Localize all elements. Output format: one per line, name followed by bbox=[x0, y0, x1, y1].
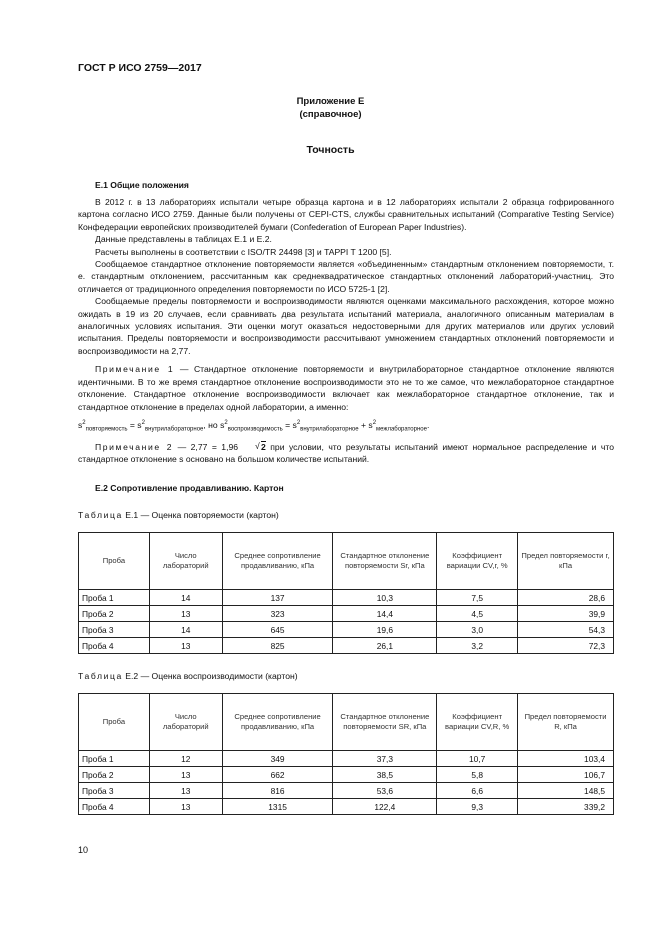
column-header: Стандартное отклонение повторяемости Sr, кПа bbox=[333, 533, 437, 590]
table-row: Проба 2 13 323 14,4 4,5 39,9 bbox=[79, 606, 614, 622]
table-2-caption: Таблица Е.2 — Оценка воспроизводимости (картон) bbox=[78, 671, 298, 681]
paragraph: Данные представлены в таблицах Е.1 и Е.2. bbox=[95, 234, 272, 245]
note-1 bbox=[78, 363, 614, 413]
table-row: Проба 1 14 137 10,3 7,5 28,6 bbox=[79, 590, 614, 606]
table-reproducibility bbox=[78, 693, 614, 815]
note-2-block bbox=[78, 441, 614, 466]
standard-code: ГОСТ Р ИСО 2759—2017 bbox=[78, 62, 202, 74]
note-label: Примечание 2 bbox=[95, 442, 174, 452]
table-row: Проба 4 13 1315 122,4 9,3 339,2 bbox=[79, 799, 614, 815]
paragraph: В 2012 г. в 13 лабораториях испытали четыре образца картона и в 12 лабораториях испытали 2 образца гофрированного картона согласно ИСО 2759. Данные были получены от CEPI-CTS, службы сравнительных испытаний (Comparative Testing Service) Конфедерации европейских производителей бумаги (Confederation of European Paper Industries). bbox=[78, 197, 614, 232]
page-number: 10 bbox=[78, 845, 89, 855]
annex-name: Приложение Е bbox=[296, 96, 365, 107]
column-header: Проба bbox=[79, 694, 150, 751]
column-header: Число лабораторий bbox=[149, 694, 222, 751]
subsection-heading-e1: Е.1 Общие положения bbox=[95, 180, 189, 190]
note-2: Примечание 2 — 2,77 = 1,96√ 2 при условии, что результаты испытаний имеют нормальное распределение и что стандартное отклонение s основано на большом количестве испытаний. bbox=[78, 441, 614, 466]
annex-type: (справочное) bbox=[299, 109, 362, 120]
sqrt-symbol: √ 2 bbox=[238, 441, 266, 453]
table-1-caption: Таблица Е.1 — Оценка повторяемости (картон) bbox=[78, 510, 279, 520]
table-row: Проба 3 13 816 53,6 6,6 148,5 bbox=[79, 783, 614, 799]
column-header: Предел повторяемости r, кПа bbox=[518, 533, 614, 590]
reproducibility-formula: $s^2_{повторяемость} = s^2_{внутрилабораторное}$, но $s^2_{воспроизводимость} = s^2_{внутрилабораторное} + s^2_{межлабораторное}$. bbox=[78, 420, 430, 433]
table-row: Проба 1 12 349 37,3 10,7 103,4 bbox=[79, 751, 614, 767]
column-header: Число лабораторий bbox=[149, 533, 222, 590]
paragraph: Сообщаемые пределы повторяемости и воспроизводимости являются оценками максимального расхождения, которое можно ожидать в 19 из 20 случаев, если сравнивать два результата испытаний материала, аналогичного описанным материалам в аналогичных условиях испытания. Эти оценки могут оказаться недостоверными для других материалов или других условий испытания. Пределы повторяемости и воспроизводимости рассчитывают умножением стандартных отклонений повторяемости и воспроизводимости на 2,77. bbox=[78, 296, 614, 356]
table-repeatability bbox=[78, 532, 614, 654]
column-header: Среднее сопротивление продавливанию, кПа bbox=[222, 533, 333, 590]
paragraph: Расчеты выполнены в соответствии с ISO/TR 24498 [3] и TAPPI T 1200 [5]. bbox=[95, 246, 392, 257]
note-label: Примечание 1 bbox=[95, 364, 175, 375]
paragraph: Сообщаемое стандартное отклонение повторяемости является «объединенным» стандартным отклонением повторяемости, т. е. стандартным отклонением, рассчитанным как среднеквадратическое стандартных отклонений лабораторий-участниц. Это отличается от традиционного определения повторяемости по ИСО 5725-1 [2]. bbox=[78, 259, 614, 294]
column-header: Предел повторяемости R, кПа bbox=[518, 694, 614, 751]
table-row: Проба 4 13 825 26,1 3,2 72,3 bbox=[79, 638, 614, 654]
column-header: Коэффициент вариации CV,r, % bbox=[437, 533, 518, 590]
table-row: Проба 2 13 662 38,5 5,8 106,7 bbox=[79, 767, 614, 783]
e1-body bbox=[78, 196, 614, 413]
column-header: Среднее сопротивление продавливанию, кПа bbox=[222, 694, 333, 751]
subsection-heading-e2: Е.2 Сопротивление продавливанию. Картон bbox=[95, 483, 284, 493]
table-header-row bbox=[79, 694, 614, 751]
section-title: Точность bbox=[306, 144, 355, 156]
column-header: Проба bbox=[79, 533, 150, 590]
note-text: — Стандартное отклонение повторяемости и внутрилабораторное стандартное отклонение являются идентичными. В то же время стандартное отклонение воспроизводимости это не то же самое, что межлабораторное стандартное отклонение. Стандартное отклонение воспроизводимости включает как межлабораторное стандартное отклонение, так и стандартное отклонение в пределах одной лаборатории, а именно: bbox=[78, 364, 615, 412]
column-header: Стандартное отклонение повторяемости SR, кПа bbox=[333, 694, 437, 751]
column-header: Коэффициент вариации CV,R, % bbox=[437, 694, 518, 751]
table-row: Проба 3 14 645 19,6 3,0 54,3 bbox=[79, 622, 614, 638]
annex-title bbox=[0, 95, 661, 121]
table-header-row bbox=[79, 533, 614, 590]
